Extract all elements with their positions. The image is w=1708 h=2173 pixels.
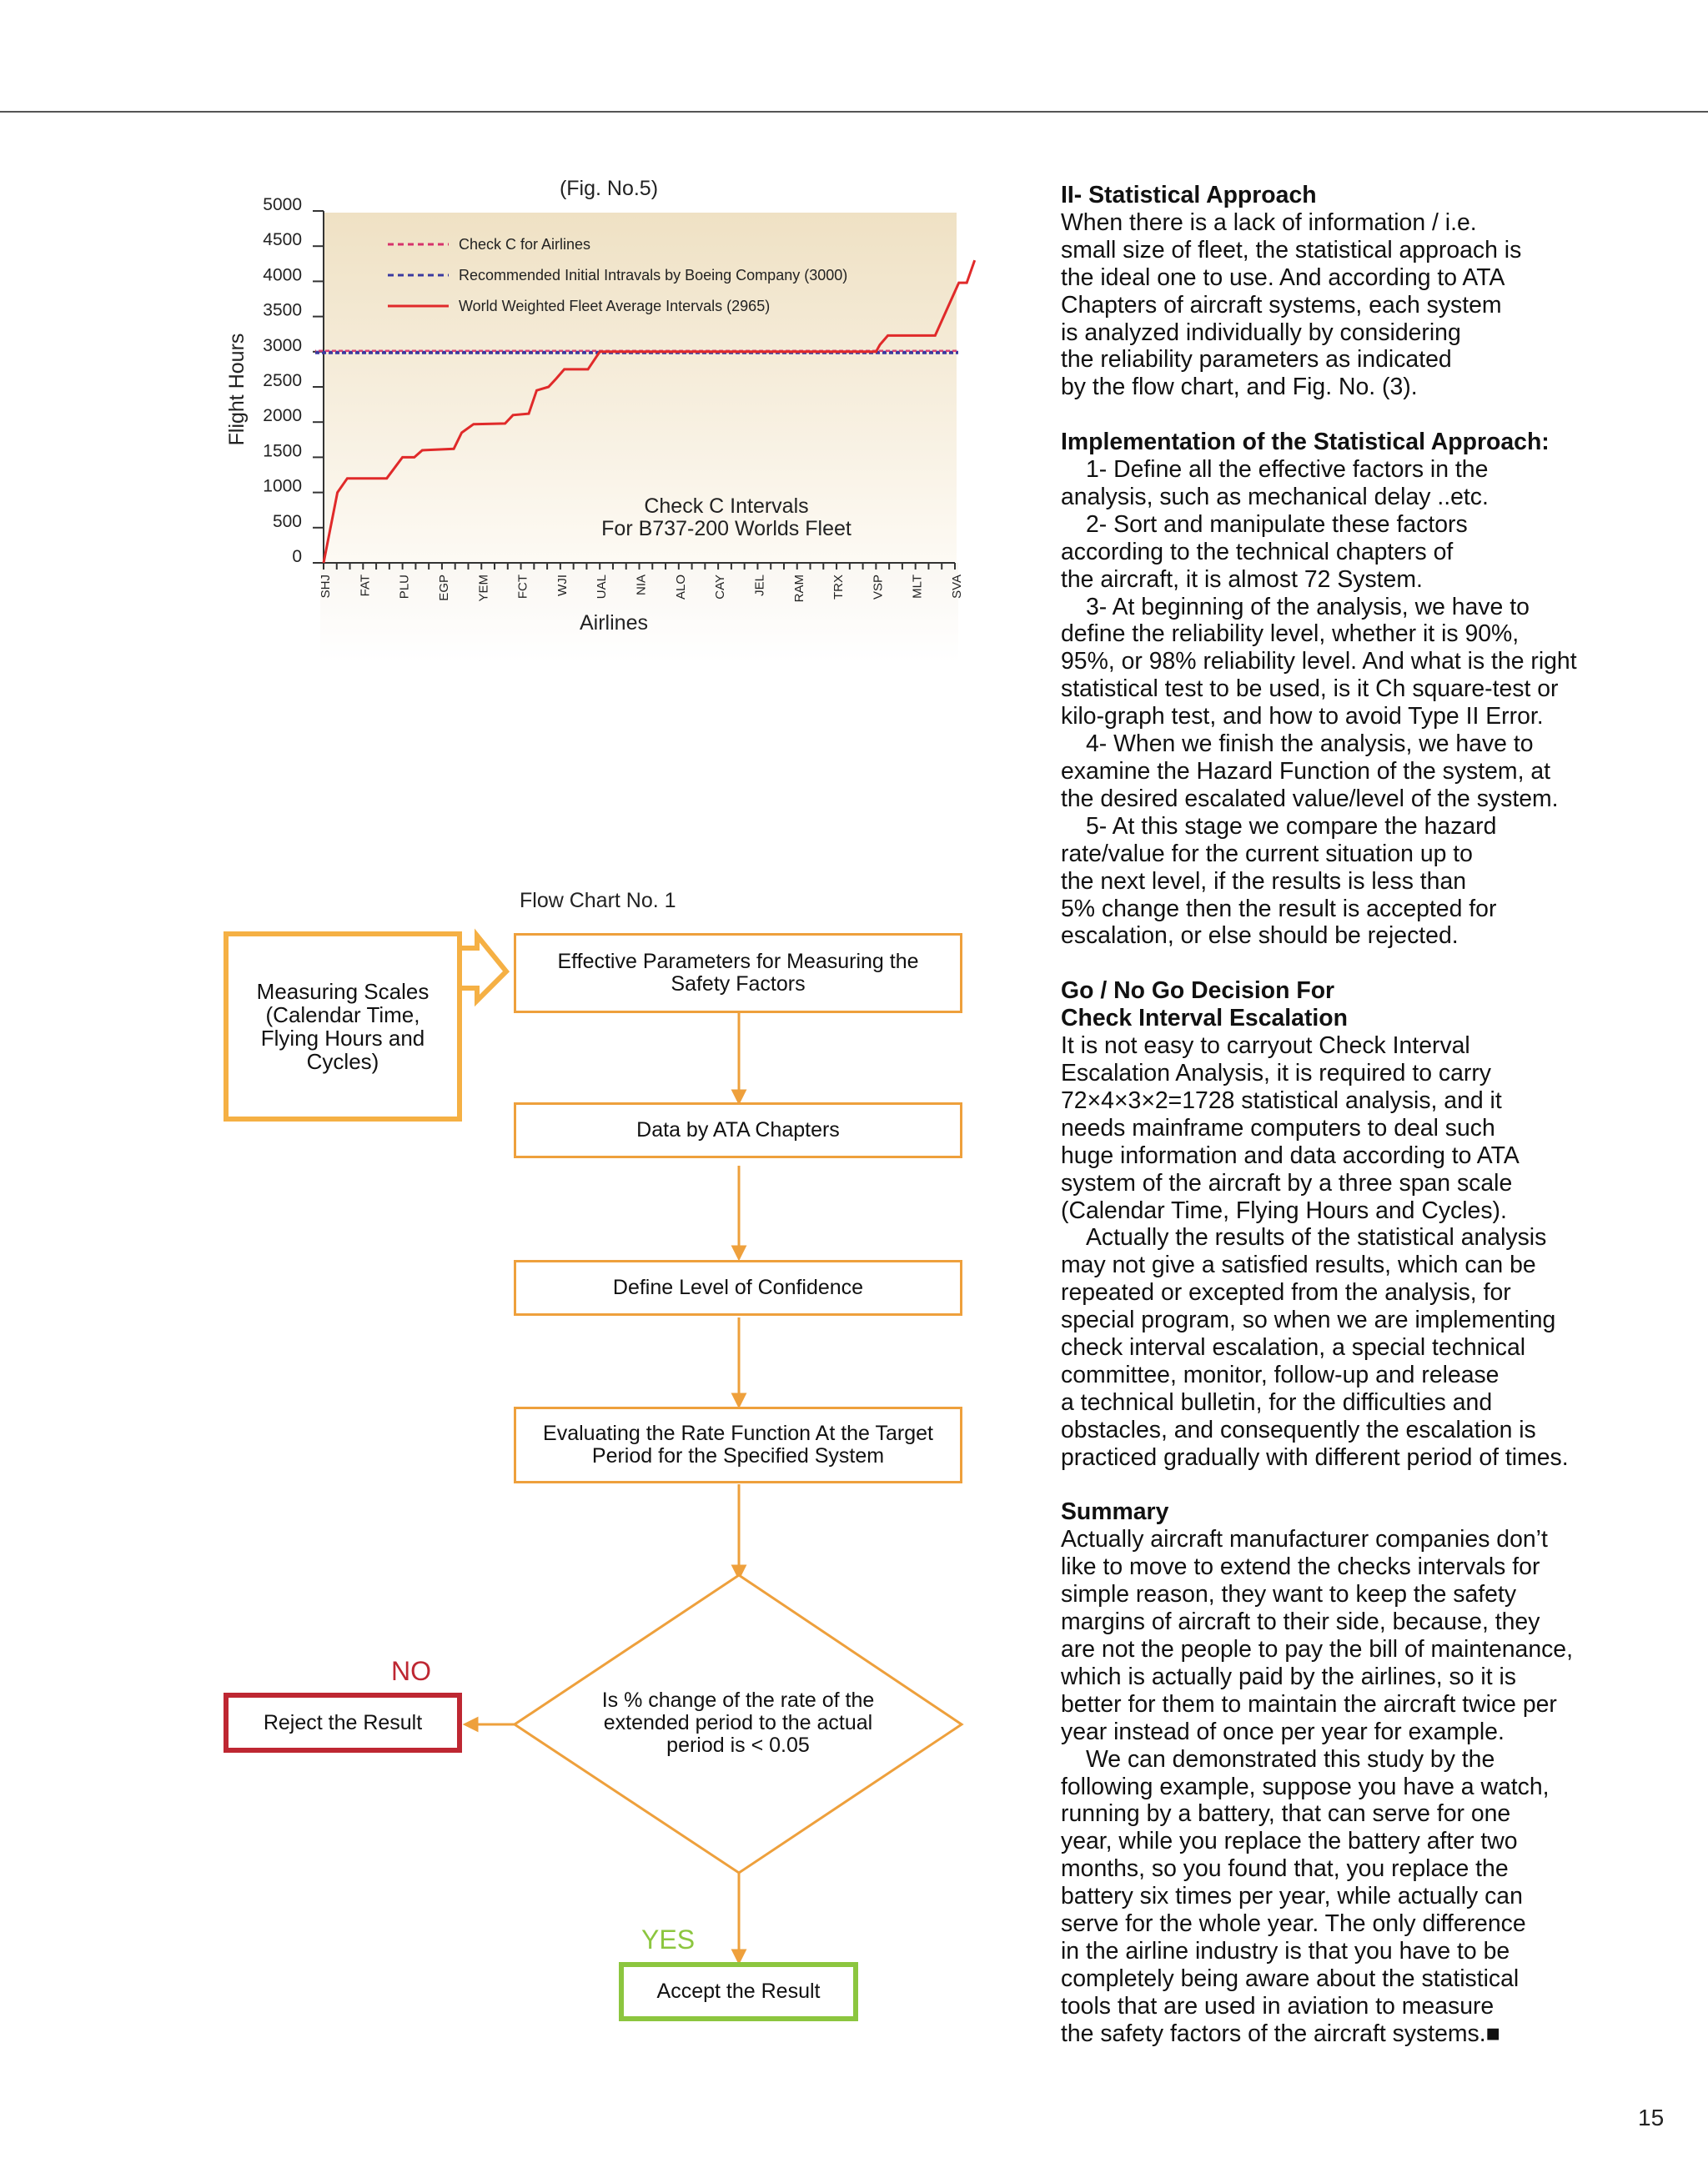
body-line: running by a battery, that can serve for one	[1061, 1800, 1511, 1828]
accept-result-box: Accept the Result	[619, 1962, 858, 2021]
section-heading-summary: Summary	[1061, 1498, 1169, 1526]
body-line: Actually aircraft manufacturer companies don’t	[1061, 1526, 1548, 1553]
body-line: year, while you replace the battery after two	[1061, 1828, 1518, 1855]
x-axis-label: Airlines	[580, 611, 648, 635]
y-tick-label: 1000	[263, 476, 302, 496]
arrowhead-1	[733, 1091, 745, 1102]
body-line: Actually the results of the statistical analysis	[1086, 1224, 1547, 1252]
body-line: (Calendar Time, Flying Hours and Cycles).	[1061, 1197, 1507, 1224]
x-category-label: NIA	[634, 575, 649, 596]
body-line: huge information and data according to ATA	[1061, 1142, 1520, 1169]
article-text	[1061, 182, 1645, 2048]
section-heading-go-no-go-2: Check Interval Escalation	[1061, 1005, 1348, 1032]
body-line: a technical bulletin, for the difficulties and	[1061, 1388, 1493, 1416]
section-body-statistical-approach	[1061, 209, 1645, 401]
body-line: the desired escalated value/level of the system.	[1061, 785, 1559, 812]
body-line: 3- At beginning of the analysis, we have to	[1086, 593, 1530, 620]
body-line: We can demonstrated this study by the	[1086, 1745, 1495, 1773]
body-line: margins of aircraft to their side, because, they	[1061, 1608, 1540, 1636]
x-category-label: FCT	[515, 575, 530, 600]
x-category-label: MLT	[910, 575, 925, 599]
body-line: analysis, such as mechanical delay ..etc.	[1061, 483, 1489, 510]
x-category-label: EGP	[436, 575, 451, 601]
body-line: check interval escalation, a special technical	[1061, 1334, 1526, 1362]
body-line: the safety factors of the aircraft systems.■	[1061, 2020, 1500, 2047]
arrowhead-3	[733, 1394, 745, 1406]
body-line: serve for the whole year. The only difference	[1061, 1910, 1526, 1938]
body-line: rate/value for the current situation up to	[1061, 840, 1473, 867]
arrowhead-no	[465, 1719, 477, 1730]
y-tick-label: 5000	[263, 195, 302, 214]
page-number: 15	[1638, 2105, 1665, 2130]
step-define-confidence: Define Level of Confidence	[514, 1260, 962, 1316]
body-line: tools that are used in aviation to measure	[1061, 1992, 1494, 2020]
body-line: in the airline industry is that you have to be	[1061, 1937, 1510, 1965]
body-line: small size of fleet, the statistical approach is	[1061, 236, 1522, 263]
hollow-arrow-icon	[460, 936, 506, 1001]
x-category-label: WJI	[555, 575, 570, 596]
y-axis-label: Flight Hours	[225, 333, 249, 446]
legend-label: Check C for Airlines	[459, 236, 591, 253]
x-category-label: ALO	[673, 575, 688, 600]
body-line: examine the Hazard Function of the system, at	[1061, 758, 1551, 785]
section-heading-go-no-go: Go / No Go Decision For	[1061, 977, 1335, 1005]
x-category-label: SHJ	[319, 575, 333, 599]
body-line: the aircraft, it is almost 72 System.	[1061, 565, 1423, 593]
body-line: special program, so when we are implementing	[1061, 1307, 1556, 1334]
section-body-summary	[1061, 1526, 1645, 2047]
x-category-label: JEL	[752, 575, 767, 596]
body-line: define the reliability level, whether it is 90%,	[1061, 620, 1520, 648]
body-line: kilo-graph test, and how to avoid Type II Error.	[1061, 703, 1544, 730]
body-line: battery six times per year, while actually can	[1061, 1883, 1523, 1910]
body-line: practiced gradually with different period of times.	[1061, 1443, 1569, 1471]
y-tick-label: 0	[292, 547, 302, 566]
y-tick-label: 4500	[263, 230, 302, 250]
body-line: system of the aircraft by a three span scale	[1061, 1169, 1513, 1197]
chart-annotation: Check C Intervals	[644, 494, 809, 518]
section-heading-statistical-approach: II- Statistical Approach	[1061, 182, 1317, 208]
body-line: 5% change then the result is accepted for	[1061, 895, 1497, 922]
chart-annotation: For B737-200 Worlds Fleet	[601, 517, 851, 540]
x-category-label: RAM	[791, 575, 806, 603]
chart-title: (Fig. No.5)	[559, 177, 659, 200]
x-category-label: PLU	[397, 575, 412, 600]
body-line: Chapters of aircraft systems, each system	[1061, 291, 1502, 319]
body-line: 95%, or 98% reliability level. And what is the right	[1061, 648, 1577, 675]
legend-label: Recommended Initial Intravals by Boeing Company (3000)	[459, 267, 848, 284]
x-category-label: CAY	[713, 575, 728, 600]
body-line: may not give a satisfied results, which can be	[1061, 1252, 1536, 1279]
body-line: months, so you found that, you replace the	[1061, 1855, 1509, 1883]
no-label: NO	[391, 1656, 431, 1686]
y-tick-label: 1500	[263, 441, 302, 461]
body-line: When there is a lack of information / i.e.	[1061, 208, 1477, 236]
body-line: obstacles, and consequently the escalation is	[1061, 1416, 1536, 1443]
arrowhead-yes	[733, 1950, 745, 1962]
section-body-go-no-go	[1061, 1032, 1645, 1472]
step-effective-parameters: Effective Parameters for Measuring the Safety Factors	[514, 933, 962, 1013]
step-evaluating-rate: Evaluating the Rate Function At the Target Period for the Specified System	[514, 1407, 962, 1483]
body-line: 1- Define all the effective factors in the	[1086, 456, 1489, 484]
arrowhead-2	[733, 1247, 745, 1258]
x-category-label: VSP	[871, 575, 886, 600]
y-tick-label: 3500	[263, 300, 302, 320]
legend-label: World Weighted Fleet Average Intervals (2965)	[459, 298, 771, 314]
body-line: needs mainframe computers to deal such	[1061, 1114, 1495, 1142]
reject-result-box: Reject the Result	[224, 1693, 462, 1753]
x-category-label: TRX	[831, 575, 846, 600]
y-tick-label: 500	[272, 511, 302, 531]
section-heading-implementation: Implementation of the Statistical Approach:	[1061, 429, 1550, 456]
x-category-label: UAL	[595, 575, 610, 600]
body-line: the next level, if the results is less than	[1061, 867, 1467, 895]
body-line: the ideal one to use. And according to ATA	[1061, 263, 1505, 291]
body-line: like to move to extend the checks intervals for	[1061, 1553, 1540, 1581]
section-body-implementation	[1061, 456, 1645, 950]
body-line: escalation, or else should be rejected.	[1061, 922, 1459, 950]
measuring-scales-box: Measuring Scales (Calendar Time, Flying Hours and Cycles)	[224, 931, 462, 1122]
yes-label: YES	[641, 1925, 696, 1955]
step-data-by-ata: Data by ATA Chapters	[514, 1102, 962, 1158]
body-line: committee, monitor, follow-up and release	[1061, 1361, 1500, 1388]
y-tick-label: 2000	[263, 406, 302, 426]
body-line: simple reason, they want to keep the safety	[1061, 1581, 1517, 1608]
x-category-label: FAT	[358, 575, 373, 597]
body-line: by the flow chart, and Fig. No. (3).	[1061, 374, 1418, 401]
body-line: is analyzed individually by considering	[1061, 319, 1461, 346]
body-line: according to the technical chapters of	[1061, 538, 1454, 565]
body-line: better for them to maintain the aircraft twice per	[1061, 1690, 1557, 1718]
body-line: repeated or excepted from the analysis, for	[1061, 1279, 1511, 1307]
body-line: the reliability parameters as indicated	[1061, 346, 1452, 374]
y-tick-label: 2500	[263, 371, 302, 390]
x-category-label: SVA	[950, 575, 964, 599]
body-line: 2- Sort and manipulate these factors	[1086, 510, 1468, 538]
decision-text: Is % change of the rate of the extended period to the actual period is < 0.05	[601, 1689, 875, 1757]
body-line: year instead of once per year for example.	[1061, 1718, 1505, 1745]
body-line: statistical test to be used, is it Ch square-test or	[1061, 675, 1559, 703]
body-line: Escalation Analysis, it is required to carry	[1061, 1059, 1491, 1086]
flowchart-title: Flow Chart No. 1	[520, 889, 676, 912]
y-tick-label: 4000	[263, 265, 302, 285]
body-line: 5- At this stage we compare the hazard	[1086, 812, 1497, 840]
body-line: which is actually paid by the airlines, so it is	[1061, 1663, 1516, 1690]
y-tick-label: 3000	[263, 335, 302, 355]
body-line: 4- When we finish the analysis, we have to	[1086, 730, 1534, 758]
body-line: following example, suppose you have a watch,	[1061, 1773, 1550, 1800]
body-line: are not the people to pay the bill of maintenance,	[1061, 1635, 1573, 1663]
body-line: 72×4×3×2=1728 statistical analysis, and it	[1061, 1086, 1502, 1114]
body-line: completely being aware about the statistical	[1061, 1965, 1520, 1992]
x-category-label: YEM	[476, 575, 491, 602]
body-line: It is not easy to carryout Check Interval	[1061, 1032, 1470, 1060]
